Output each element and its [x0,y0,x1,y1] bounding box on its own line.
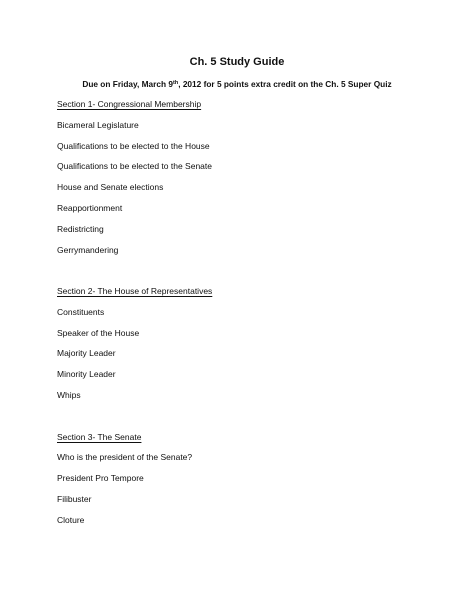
section-2-item: Majority Leader [57,348,116,358]
section-1-item: Gerrymandering [57,245,119,255]
section-3-item: President Pro Tempore [57,473,144,483]
section-3-heading: Section 3- The Senate [57,432,142,442]
section-2-item: Constituents [57,307,105,317]
section-1-item: Qualifications to be elected to the Senate [57,161,212,171]
section-2-heading: Section 2- The House of Representatives [57,286,213,296]
section-1-heading: Section 1- Congressional Membership [57,99,202,109]
section-3-item: Cloture [57,515,85,525]
section-2-item: Whips [57,390,81,400]
section-1-item: Reapportionment [57,203,123,213]
section-3-item: Filibuster [57,494,92,504]
due-date-line [0,79,474,90]
section-1-item: Bicameral Legislature [57,120,139,130]
due-line-suffix: , 2012 for 5 points extra credit on the Ch. 5 Super Quiz [178,79,392,89]
section-1-item: Redistricting [57,224,104,234]
section-2-item: Speaker of the House [57,328,140,338]
section-2-item: Minority Leader [57,369,116,379]
due-line-prefix: Due on Friday, March 9 [82,79,173,89]
section-1-item: Qualifications to be elected to the House [57,141,210,151]
due-line-superscript: th [173,80,179,86]
section-1-item: House and Senate elections [57,182,164,192]
page-title: Ch. 5 Study Guide [189,56,285,68]
section-3-item: Who is the president of the Senate? [57,452,193,462]
